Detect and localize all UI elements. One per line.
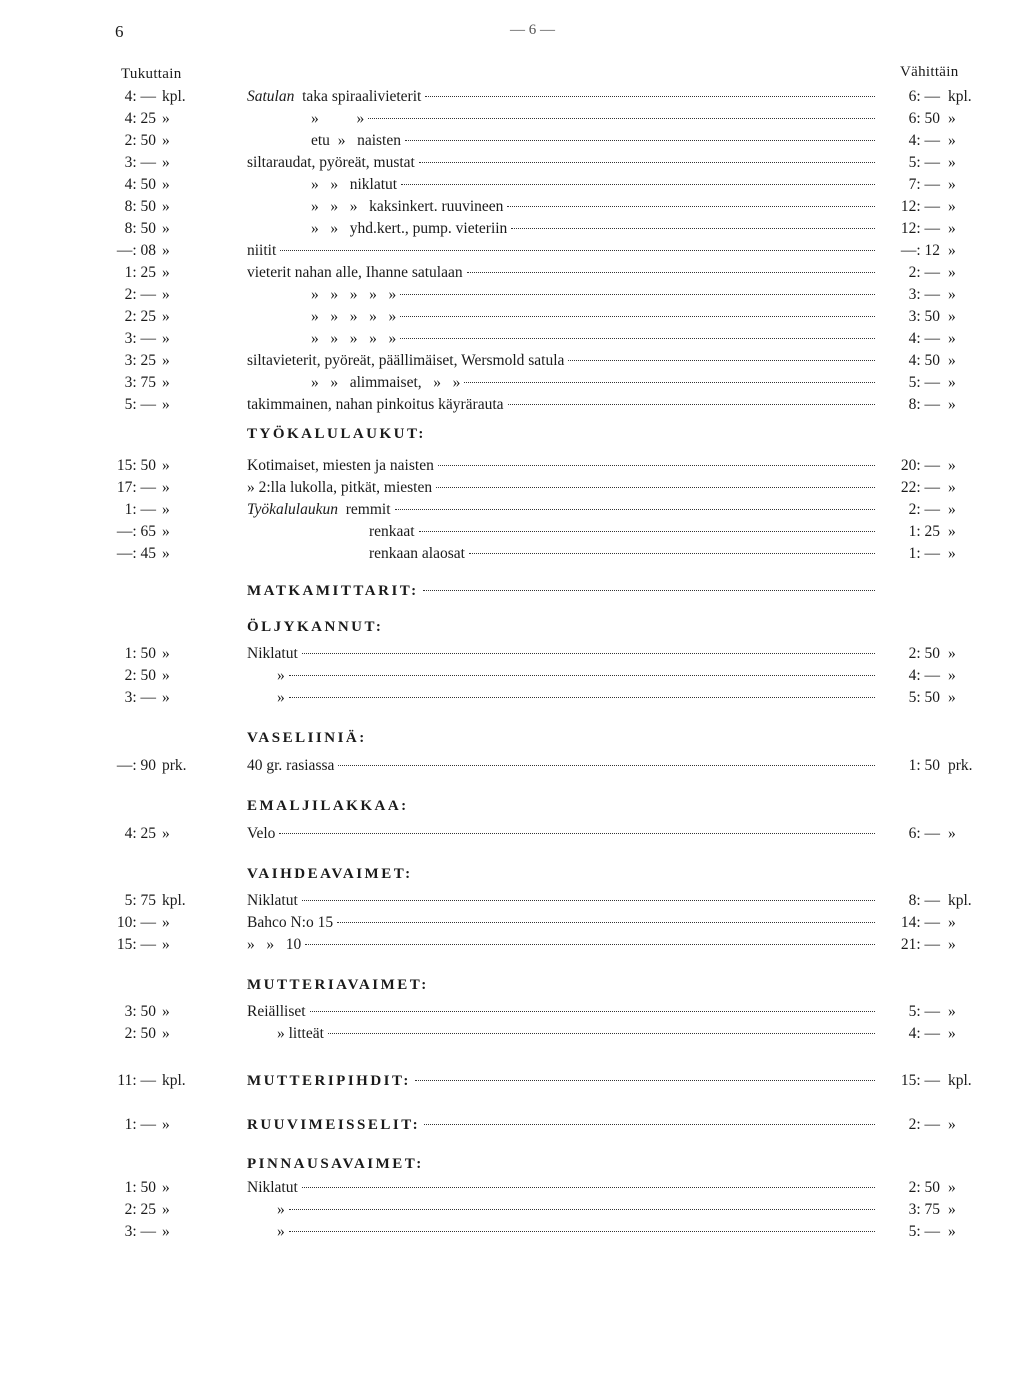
retail-price: 6: 50 (908, 110, 940, 127)
retail-price: 1: — (908, 545, 940, 562)
price-row (0, 174, 1024, 196)
retail-unit: » (948, 1201, 956, 1218)
item-name: » naisten (337, 132, 401, 149)
item-name: » » alimmaiset, » » (311, 374, 461, 391)
retail-unit: » (948, 176, 956, 193)
section-heading-gear-keys: VAIHDEAVAIMET: (247, 866, 413, 882)
leader-dots (280, 250, 875, 251)
price-row (0, 328, 1024, 350)
section-heading-nut-wrenches: MUTTERIAVAIMET: (247, 977, 429, 993)
leader-dots (401, 184, 875, 185)
retail-unit: » (948, 689, 956, 706)
wholesale-price: 4: 25 (124, 825, 156, 842)
wholesale-price: 15: — (116, 936, 156, 953)
item-name: vieterit nahan alle, Ihanne satulaan (247, 264, 463, 281)
retail-price: 2: — (908, 264, 940, 281)
price-row (0, 912, 1024, 934)
price-row (0, 823, 1024, 845)
wholesale-unit: » (162, 1201, 170, 1218)
item-description (247, 372, 879, 394)
item-name: Niklatut (247, 892, 298, 909)
retail-price: 20: — (900, 457, 940, 474)
price-row (0, 218, 1024, 240)
retail-unit: » (948, 110, 956, 127)
item-name: » 2:lla lukolla, pitkät, miesten (247, 479, 433, 496)
retail-unit: » (948, 352, 956, 369)
wholesale-unit: » (162, 352, 170, 369)
item-name: renkaan alaosat (369, 545, 465, 562)
wholesale-price: 5: — (124, 396, 156, 413)
wholesale-price: 4: — (124, 88, 156, 105)
price-row (0, 262, 1024, 284)
item-description (247, 823, 879, 845)
price-row (0, 284, 1024, 306)
item-description (247, 262, 879, 284)
retail-price: 4: — (908, 1025, 940, 1042)
wholesale-price: 4: 50 (124, 176, 156, 193)
price-row (0, 152, 1024, 174)
retail-unit: » (948, 457, 956, 474)
retail-price: 2: — (908, 501, 940, 518)
wholesale-unit: » (162, 825, 170, 842)
price-row (0, 240, 1024, 262)
retail-unit: » (948, 1116, 956, 1133)
wholesale-unit: » (162, 286, 170, 303)
retail-unit: » (948, 936, 956, 953)
item-description (247, 1221, 879, 1243)
wholesale-unit: » (162, 198, 170, 215)
price-row (0, 499, 1024, 521)
retail-price: 2: 50 (908, 645, 940, 662)
leader-dots (289, 675, 875, 676)
item-name: Kotimaiset, miesten ja naisten (247, 457, 434, 474)
leader-dots (305, 944, 875, 945)
item-name: Niklatut (247, 645, 298, 662)
item-name: Niklatut (247, 1179, 298, 1196)
price-row (0, 108, 1024, 130)
wholesale-price: 5: 75 (124, 892, 156, 909)
leader-dots (328, 1033, 875, 1034)
wholesale-price: 3: 25 (124, 352, 156, 369)
item-description (247, 665, 879, 687)
wholesale-unit: » (162, 689, 170, 706)
retail-price: 12: — (900, 198, 940, 215)
retail-price: 22: — (900, 479, 940, 496)
item-name: » litteät (277, 1025, 324, 1042)
retail-price: 4: — (908, 667, 940, 684)
wholesale-price: —: 90 (116, 757, 156, 774)
price-row (0, 687, 1024, 709)
leader-dots (424, 1124, 875, 1125)
retail-unit: kpl. (948, 892, 972, 909)
leader-dots (302, 1187, 875, 1188)
page-number-left: 6 (115, 22, 124, 41)
leader-dots (400, 338, 875, 339)
item-description (247, 284, 879, 306)
price-row (0, 372, 1024, 394)
wholesale-price: 10: — (116, 914, 156, 931)
retail-unit: kpl. (948, 1072, 972, 1089)
section-heading-vaseline: VASELIINIÄ: (247, 730, 367, 746)
section-row-nut-pliers (0, 1070, 1024, 1092)
wholesale-price: 3: — (124, 689, 156, 706)
leader-dots (302, 653, 875, 654)
column-header-wholesale: Tukuttain (121, 66, 182, 82)
leader-dots (395, 509, 875, 510)
retail-price: 5: — (908, 374, 940, 391)
leader-dots (568, 360, 875, 361)
price-row (0, 455, 1024, 477)
retail-price: 6: — (908, 88, 940, 105)
section-row-screwdrivers (0, 1114, 1024, 1136)
leader-dots (289, 1231, 875, 1232)
leader-dots (467, 272, 875, 273)
item-name: siltavieterit, pyöreät, päällimäiset, Wersmold satula (247, 352, 565, 369)
item-name: Velo (247, 825, 276, 842)
leader-dots (400, 294, 875, 295)
wholesale-price: 2: — (124, 286, 156, 303)
retail-price: —: 12 (900, 242, 940, 259)
price-row (0, 1177, 1024, 1199)
wholesale-price: 1: — (124, 1116, 156, 1133)
retail-unit: » (948, 667, 956, 684)
item-description (247, 174, 879, 196)
retail-unit: kpl. (948, 88, 972, 105)
leader-dots (338, 765, 875, 766)
section-row-odometers (0, 580, 1024, 602)
retail-unit: » (948, 286, 956, 303)
retail-price: 5: 50 (908, 689, 940, 706)
item-description (247, 1023, 879, 1045)
wholesale-unit: » (162, 1025, 170, 1042)
price-row (0, 1023, 1024, 1045)
item-name: » » » kaksinkert. ruuvineen (311, 198, 504, 215)
item-description (247, 1199, 879, 1221)
wholesale-price: —: 08 (116, 242, 156, 259)
wholesale-price: 1: 50 (124, 1179, 156, 1196)
wholesale-price: —: 65 (116, 523, 156, 540)
item-name: » » niklatut (311, 176, 398, 193)
wholesale-price: 3: — (124, 330, 156, 347)
retail-price: 14: — (900, 914, 940, 931)
wholesale-price: 1: — (124, 501, 156, 518)
retail-unit: » (948, 645, 956, 662)
retail-unit: » (948, 154, 956, 171)
retail-price: 3: 50 (908, 308, 940, 325)
retail-price: 4: — (908, 132, 940, 149)
item-prefix: etu (311, 132, 330, 149)
retail-price: 5: — (908, 1003, 940, 1020)
section-heading-nut-pliers: MUTTERIPIHDIT: (247, 1073, 411, 1089)
item-name: Bahco N:o 15 (247, 914, 334, 931)
wholesale-unit: » (162, 936, 170, 953)
retail-price: 8: — (908, 892, 940, 909)
wholesale-unit: prk. (162, 757, 187, 774)
item-description (247, 912, 879, 934)
leader-dots (419, 531, 875, 532)
wholesale-unit: » (162, 667, 170, 684)
wholesale-unit: » (162, 1179, 170, 1196)
item-description (247, 328, 879, 350)
wholesale-unit: » (162, 220, 170, 237)
item-name: niitit (247, 242, 277, 259)
wholesale-price: 3: 50 (124, 1003, 156, 1020)
item-description (247, 152, 879, 174)
wholesale-unit: » (162, 176, 170, 193)
retail-unit: » (948, 545, 956, 562)
item-name: » (277, 667, 285, 684)
wholesale-price: 17: — (116, 479, 156, 496)
retail-price: 5: — (908, 1223, 940, 1240)
wholesale-price: 2: 50 (124, 1025, 156, 1042)
item-name: » (277, 1201, 285, 1218)
wholesale-unit: kpl. (162, 1072, 186, 1089)
section-heading-spoke-keys: PINNAUSAVAIMET: (247, 1156, 424, 1172)
item-description (247, 306, 879, 328)
wholesale-unit: » (162, 154, 170, 171)
leader-dots (400, 316, 875, 317)
item-prefix: Työkalulaukun (247, 501, 338, 518)
price-row (0, 477, 1024, 499)
item-name: » (277, 1223, 285, 1240)
wholesale-unit: kpl. (162, 88, 186, 105)
wholesale-unit: » (162, 1223, 170, 1240)
leader-dots (511, 228, 875, 229)
wholesale-unit: » (162, 396, 170, 413)
leader-dots (310, 1011, 875, 1012)
retail-unit: » (948, 1179, 956, 1196)
retail-price: 3: — (908, 286, 940, 303)
retail-price: 4: 50 (908, 352, 940, 369)
retail-unit: » (948, 330, 956, 347)
wholesale-price: 2: 25 (124, 308, 156, 325)
price-row (0, 1221, 1024, 1243)
retail-unit: » (948, 479, 956, 496)
leader-dots (436, 487, 875, 488)
wholesale-unit: » (162, 110, 170, 127)
price-row (0, 306, 1024, 328)
price-row (0, 755, 1024, 777)
item-name: » » yhd.kert., pump. vieteriin (311, 220, 508, 237)
leader-dots (337, 922, 875, 923)
price-row (0, 86, 1024, 108)
item-prefix: » (311, 110, 319, 127)
item-description (247, 1177, 879, 1199)
retail-price: 21: — (900, 936, 940, 953)
wholesale-unit: » (162, 457, 170, 474)
item-name: » » » » » (311, 286, 397, 303)
wholesale-price: 2: 50 (124, 667, 156, 684)
price-row (0, 665, 1024, 687)
wholesale-price: 1: 50 (124, 645, 156, 662)
retail-unit: » (948, 264, 956, 281)
price-row (0, 1001, 1024, 1023)
retail-unit: » (948, 1025, 956, 1042)
wholesale-price: 8: 50 (124, 220, 156, 237)
retail-price: 6: — (908, 825, 940, 842)
retail-price: 15: — (900, 1072, 940, 1089)
leader-dots (507, 206, 875, 207)
leader-dots (302, 900, 875, 901)
wholesale-unit: » (162, 501, 170, 518)
column-header-retail: Vähittäin (900, 64, 959, 80)
retail-unit: » (948, 1003, 956, 1020)
item-description (247, 477, 879, 499)
price-row (0, 1199, 1024, 1221)
wholesale-price: 2: 25 (124, 1201, 156, 1218)
item-name: » (356, 110, 365, 127)
item-name: taka spiraalivieterit (302, 88, 422, 105)
price-row (0, 543, 1024, 565)
wholesale-price: 11: — (117, 1072, 156, 1089)
retail-price: 5: — (908, 154, 940, 171)
wholesale-unit: » (162, 479, 170, 496)
item-description (247, 1001, 879, 1023)
retail-price: 2: — (908, 1116, 940, 1133)
wholesale-unit: » (162, 914, 170, 931)
item-description (247, 455, 879, 477)
leader-dots (469, 553, 875, 554)
item-name: takimmainen, nahan pinkoitus käyrärauta (247, 396, 504, 413)
retail-unit: » (948, 1223, 956, 1240)
leader-dots (405, 140, 875, 141)
leader-dots (423, 590, 875, 591)
item-description (247, 86, 879, 108)
wholesale-unit: » (162, 645, 170, 662)
retail-price: 2: 50 (908, 1179, 940, 1196)
item-name: 40 gr. rasiassa (247, 757, 335, 774)
wholesale-price: 3: 75 (124, 374, 156, 391)
price-row (0, 934, 1024, 956)
item-description (247, 890, 879, 912)
retail-price: 12: — (900, 220, 940, 237)
item-description (247, 755, 879, 777)
wholesale-unit: » (162, 523, 170, 540)
item-description (247, 108, 879, 130)
price-row (0, 890, 1024, 912)
wholesale-price: —: 45 (116, 545, 156, 562)
wholesale-price: 15: 50 (116, 457, 156, 474)
retail-price: 4: — (908, 330, 940, 347)
price-row (0, 643, 1024, 665)
item-description (247, 934, 879, 956)
item-name: Reiälliset (247, 1003, 306, 1020)
retail-price: 1: 25 (908, 523, 940, 540)
wholesale-price: 4: 25 (124, 110, 156, 127)
section-heading-odometers: MATKAMITTARIT: (247, 583, 419, 599)
wholesale-price: 3: — (124, 1223, 156, 1240)
wholesale-price: 1: 25 (124, 264, 156, 281)
wholesale-unit: » (162, 374, 170, 391)
section-heading-tool-bags: TYÖKALULAUKUT: (247, 426, 426, 442)
item-name: » » 10 (247, 936, 302, 953)
item-prefix: Satulan (247, 88, 295, 105)
retail-unit: » (948, 132, 956, 149)
section-heading-oil-cans: ÖLJYKANNUT: (247, 619, 384, 635)
retail-unit: » (948, 396, 956, 413)
wholesale-unit: kpl. (162, 892, 186, 909)
item-description (247, 130, 879, 152)
section-heading-enamel: EMALJILAKKAA: (247, 798, 409, 814)
leader-dots (438, 465, 875, 466)
section-heading-screwdrivers: RUUVIMEISSELIT: (247, 1117, 421, 1133)
leader-dots (419, 162, 875, 163)
item-name: renkaat (369, 523, 415, 540)
item-description (247, 196, 879, 218)
wholesale-unit: » (162, 330, 170, 347)
price-row (0, 196, 1024, 218)
item-name: remmit (345, 501, 391, 518)
item-description (247, 240, 879, 262)
retail-price: 8: — (908, 396, 940, 413)
wholesale-price: 3: — (124, 154, 156, 171)
page-number-center: — 6 — (510, 22, 555, 38)
leader-dots (289, 697, 875, 698)
item-description (247, 394, 879, 416)
retail-price: 1: 50 (908, 757, 940, 774)
leader-dots (425, 96, 875, 97)
retail-unit: » (948, 914, 956, 931)
retail-price: 7: — (908, 176, 940, 193)
item-name: » (277, 689, 285, 706)
wholesale-unit: » (162, 242, 170, 259)
wholesale-price: 8: 50 (124, 198, 156, 215)
retail-unit: » (948, 308, 956, 325)
retail-unit: » (948, 501, 956, 518)
item-name: » » » » » (311, 330, 397, 347)
item-description (247, 499, 879, 521)
retail-unit: » (948, 523, 956, 540)
item-description (247, 543, 879, 565)
item-description (247, 350, 879, 372)
retail-unit: » (948, 198, 956, 215)
wholesale-unit: » (162, 1003, 170, 1020)
price-row (0, 350, 1024, 372)
leader-dots (464, 382, 875, 383)
price-row (0, 394, 1024, 416)
leader-dots (289, 1209, 875, 1210)
retail-unit: prk. (948, 757, 973, 774)
wholesale-unit: » (162, 132, 170, 149)
item-description (247, 218, 879, 240)
leader-dots (415, 1080, 875, 1081)
price-row (0, 130, 1024, 152)
item-name: siltaraudat, pyöreät, mustat (247, 154, 415, 171)
leader-dots (508, 404, 875, 405)
item-description (247, 521, 879, 543)
wholesale-unit: » (162, 545, 170, 562)
item-name: » » » » » (311, 308, 397, 325)
price-row (0, 521, 1024, 543)
retail-price: 3: 75 (908, 1201, 940, 1218)
wholesale-price: 2: 50 (124, 132, 156, 149)
wholesale-unit: » (162, 1116, 170, 1133)
retail-unit: » (948, 220, 956, 237)
wholesale-unit: » (162, 308, 170, 325)
retail-unit: » (948, 825, 956, 842)
leader-dots (368, 118, 875, 119)
item-description (247, 643, 879, 665)
leader-dots (279, 833, 875, 834)
item-description (247, 687, 879, 709)
retail-unit: » (948, 242, 956, 259)
retail-unit: » (948, 374, 956, 391)
wholesale-unit: » (162, 264, 170, 281)
